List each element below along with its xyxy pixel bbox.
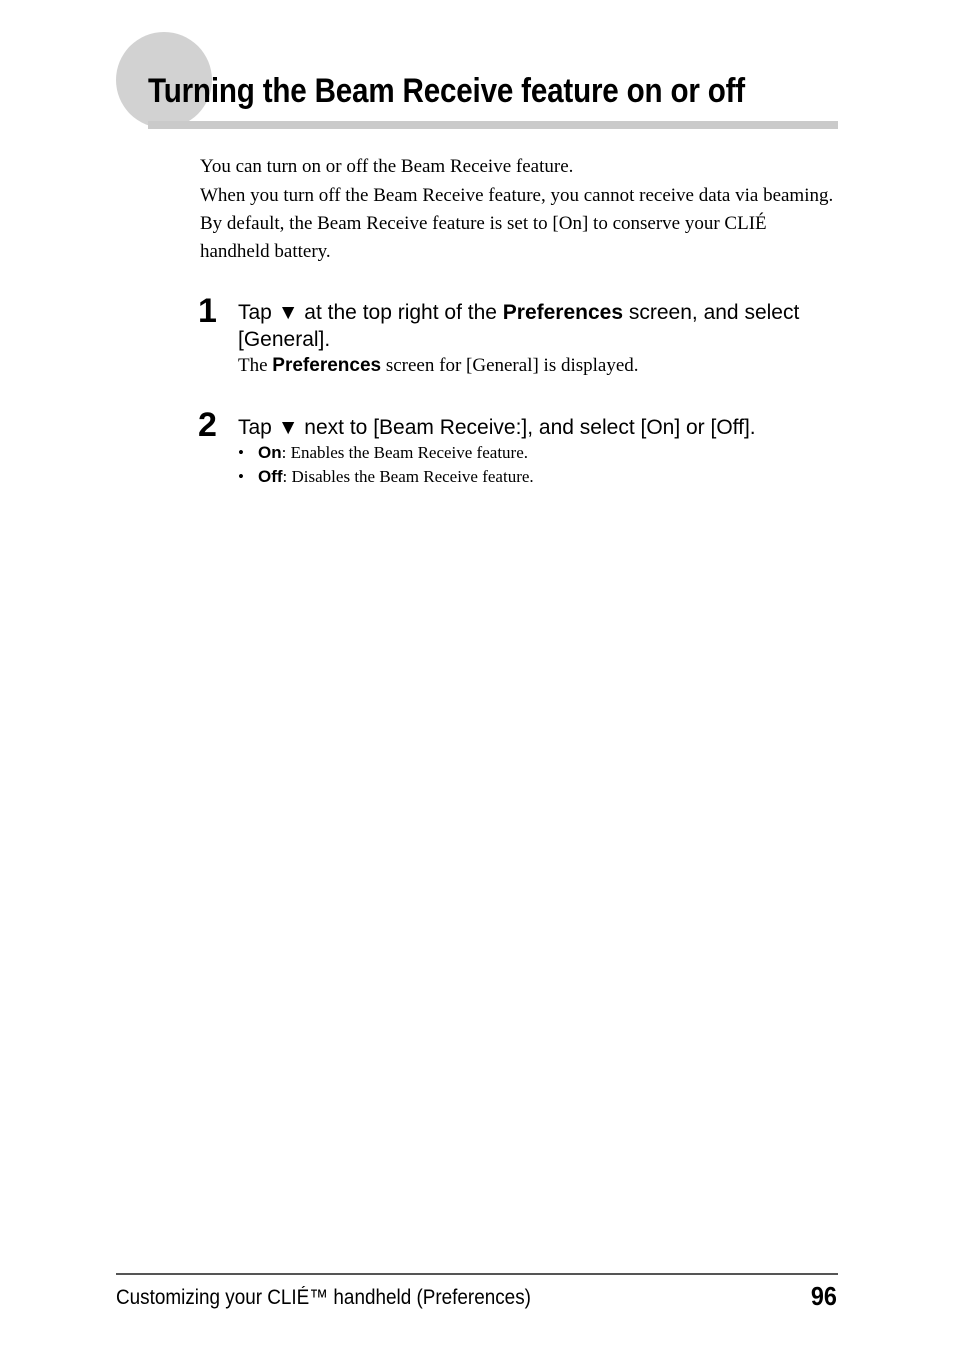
step-2-option-list — [238, 441, 838, 489]
footer-rule — [116, 1273, 838, 1275]
step-1-text-after: screen, and select [General]. — [238, 301, 800, 351]
intro-paragraph-1: You can turn on or off the Beam Receive feature. — [200, 156, 574, 177]
page-title: Turning the Beam Receive feature on or off — [148, 72, 745, 110]
step-number-2: 2 — [198, 406, 217, 444]
list-item — [238, 441, 838, 465]
option-term: Off — [258, 467, 283, 486]
bullet-marker: • — [238, 467, 244, 486]
list-item — [238, 465, 838, 489]
bullet-marker: • — [238, 443, 244, 462]
footer-section-title: Customizing your CLIÉ™ handheld (Preferences) — [116, 1286, 531, 1309]
step-1-sub-after: screen for [General] is displayed. — [381, 355, 639, 376]
option-description: : Disables the Beam Receive feature. — [282, 467, 534, 486]
title-underline-rule — [148, 121, 838, 129]
step-2-instruction: Tap ▼ next to [Beam Receive:], and select [On] or [Off]. — [238, 416, 756, 439]
step-1-text-bold: Preferences — [502, 301, 624, 324]
page-number: 96 — [810, 1281, 837, 1311]
intro-paragraph-2: When you turn off the Beam Receive feature, you cannot receive data via beaming. By default, the Beam Receive feature is set to [On] to conserve your CLIÉ handheld battery. — [200, 185, 834, 262]
step-1-text-before: Tap ▼ at the top right of the — [238, 301, 503, 324]
option-description: : Enables the Beam Receive feature. — [281, 443, 528, 462]
option-term: On — [258, 443, 282, 462]
step-1-result — [238, 353, 838, 379]
step-1-instruction — [238, 299, 838, 353]
step-1-sub-before: The — [238, 355, 273, 376]
step-number-1: 1 — [198, 292, 217, 330]
step-1-sub-bold: Preferences — [272, 355, 382, 376]
